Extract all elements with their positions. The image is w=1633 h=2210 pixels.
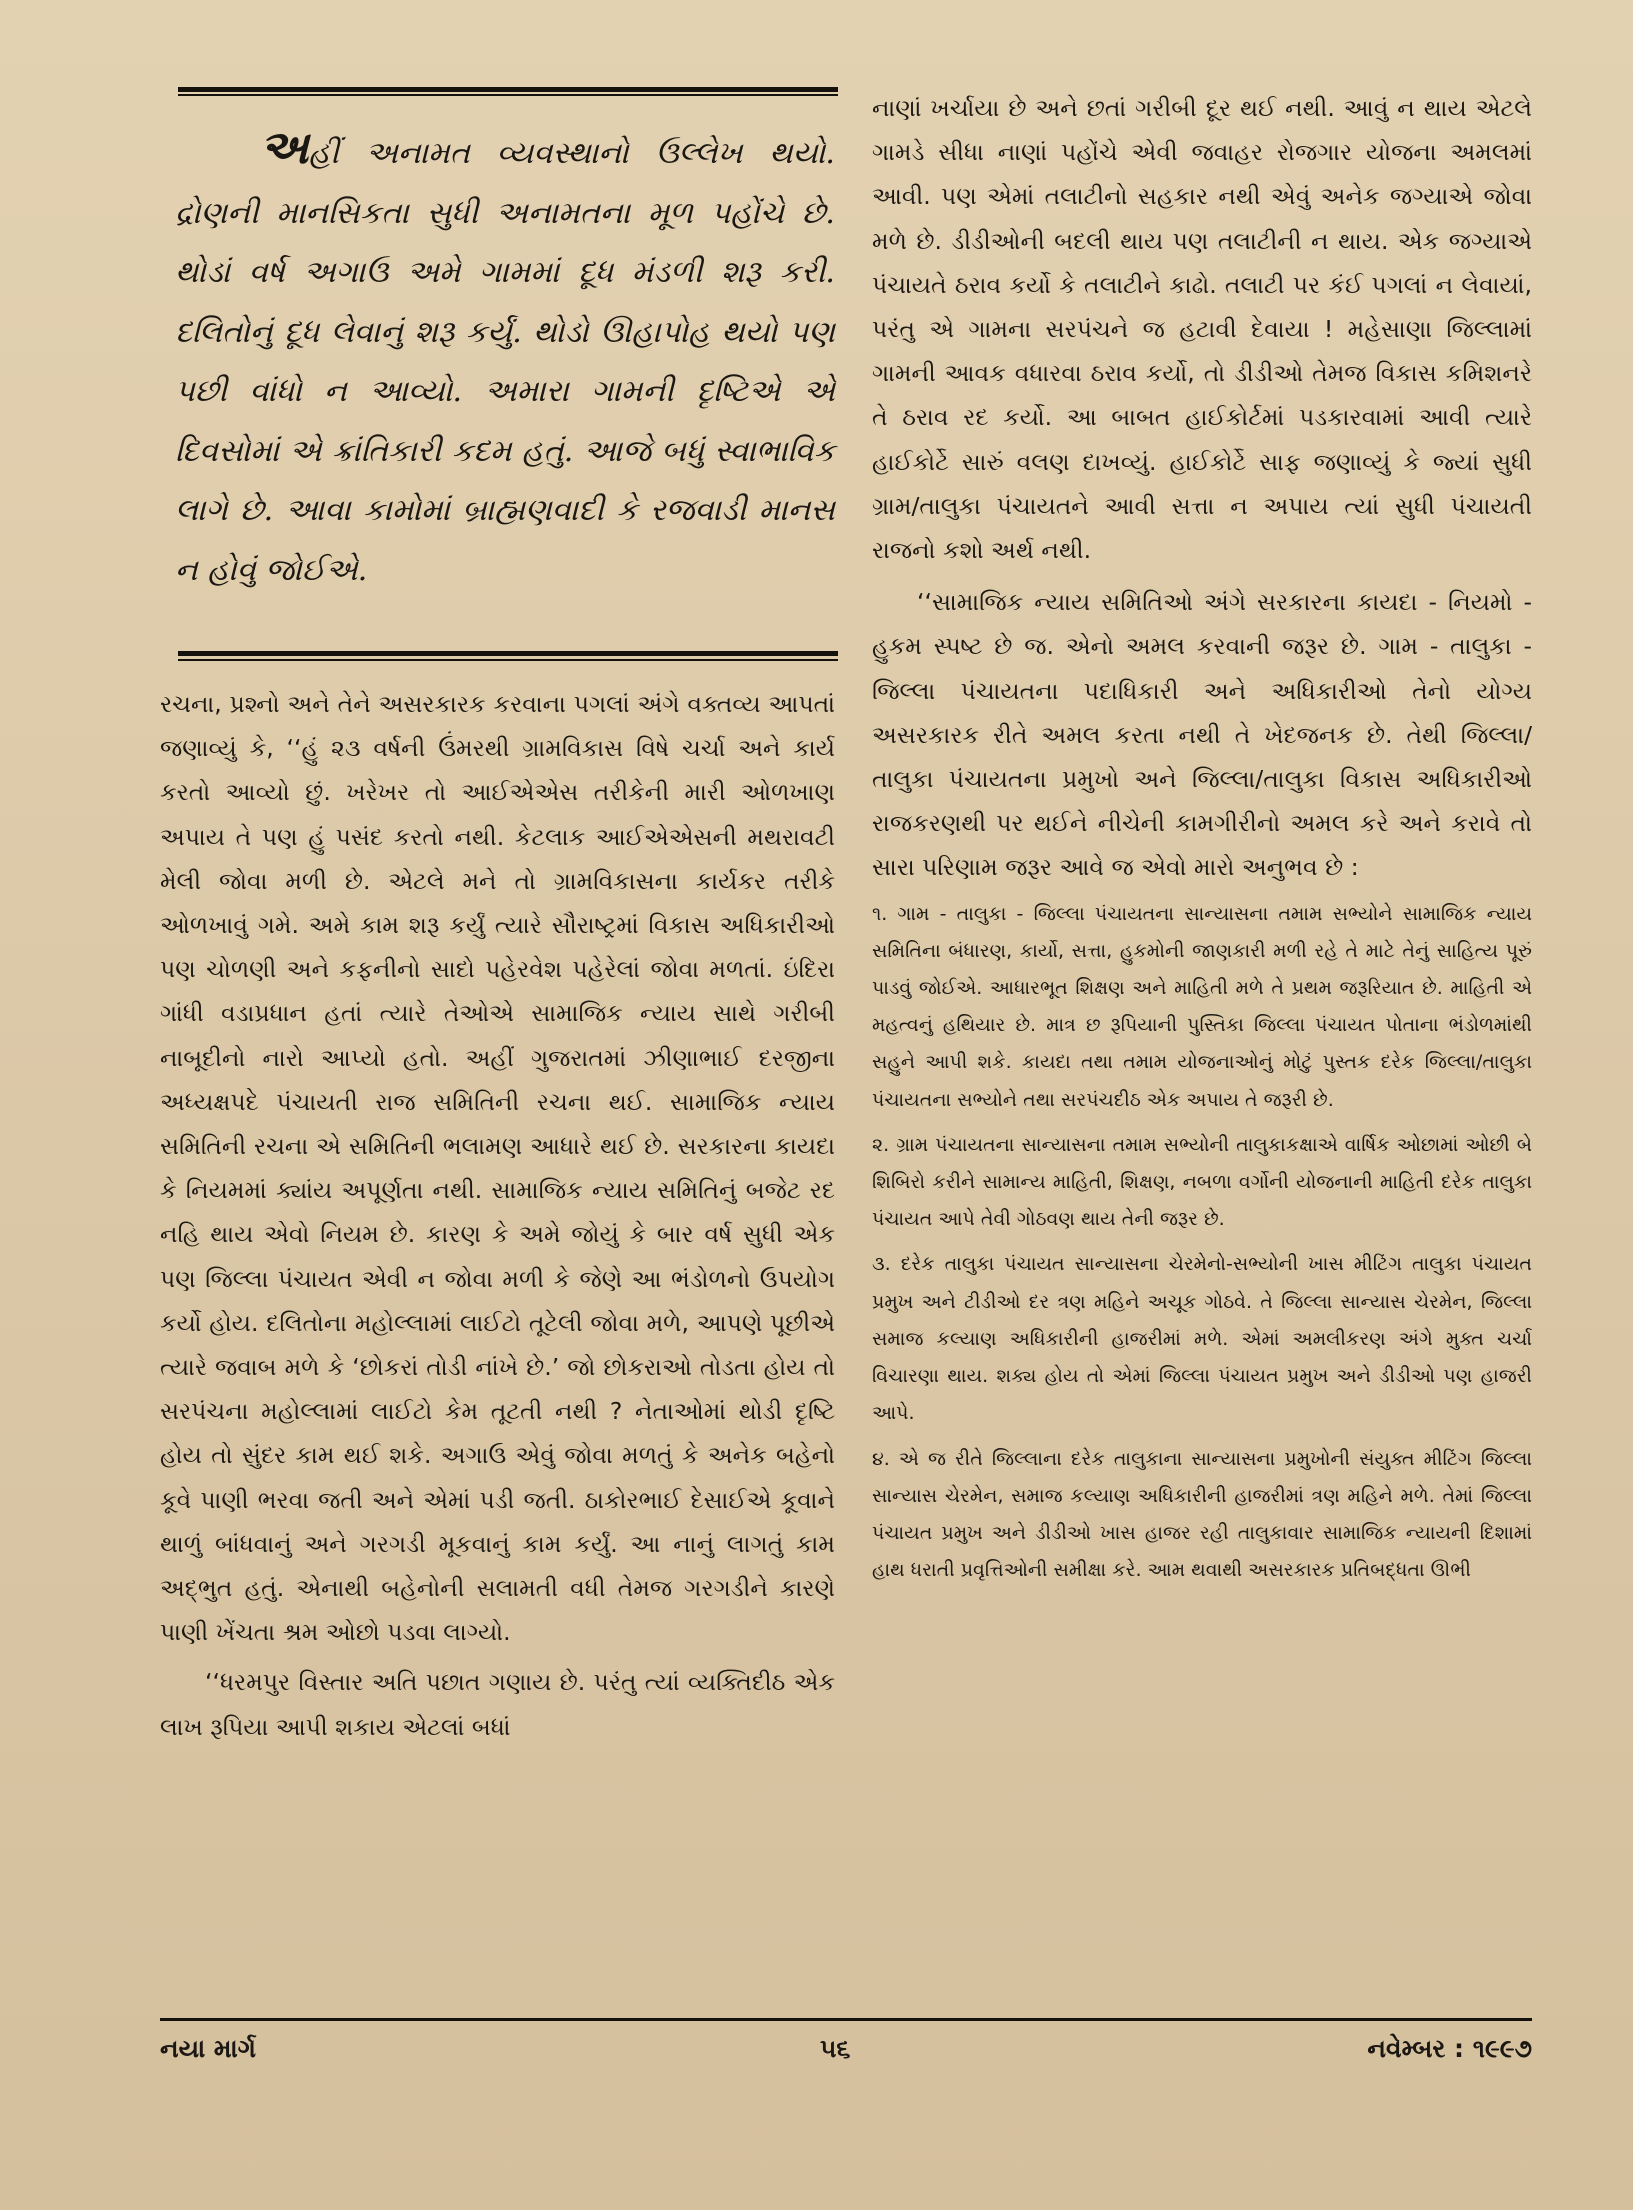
pull-quote — [175, 118, 835, 600]
left-column-paragraph-2: ‘‘ધરમપુર વિસ્તાર અતિ પછાત ગણાય છે. પરંતુ ત્યાં વ્યક્તિદીઠ એક લાખ રૂપિયા આપી શકાય એટલાં બધાં — [160, 1668, 835, 1741]
pull-quote-bottom-rule-thin — [178, 659, 838, 661]
list-item: ૩. દરેક તાલુકા પંચાયત સાન્યાસના ચેરમેનો-સભ્યોની ખાસ મીટિંગ તાલુકા પંચાયત પ્રમુખ અને ટીડીઓ દર ત્રણ મહિને અચૂક ગોઠવે. તે જિલ્લા સાન્યાસ ચેરમેન, જિલ્લા સમાજ કલ્યાણ અધિકારીની હાજરીમાં મળે. એમાં અમલીકરણ અંગે મુક્ત ચર્ચા વિચારણા થાય. શક્ય હોય તો એમાં જિલ્લા પંચાયત પ્રમુખ અને ડીડીઓ પણ હાજરી આપે. — [872, 1253, 1532, 1425]
right-column — [872, 86, 1532, 1589]
left-column-paragraph: રચના, પ્રશ્નો અને તેને અસરકારક કરવાના પગલાં અંગે વક્તવ્ય આપતાં જણાવ્યું કે, ‘‘હું ૨૩ વર્ષની ઉંમરથી ગ્રામવિકાસ વિષે ચર્ચા અને કાર્ય કરતો આવ્યો છું. ખરેખર તો આઈએએસ તરીકેની મારી ઓળખાણ અપાય તે પણ હું પસંદ કરતો નથી. કેટલાક આઈએએસની મથરાવટી મેલી જોવા મળી છે. એટલે મને તો ગ્રામવિકાસના કાર્યકર તરીકે ઓળખાવું ગમે. અમે કામ શરૂ કર્યું ત્યારે સૌરાષ્ટ્રમાં વિકાસ અધિકારીઓ પણ ચોળણી અને કફનીનો સાદો પહેરવેશ પહેરેલાં જોવા મળતાં. ઇંદિરા ગાંધી વડાપ્રધાન હતાં ત્યારે તેઓએ સામાજિક ન્યાય સાથે ગરીબી નાબૂદીનો નારો આપ્યો હતો. અહીં ગુજરાતમાં ઝીણાભાઈ દરજીના અધ્યક્ષપદે પંચાયતી રાજ સમિતિની રચના થઈ. સામાજિક ન્યાય સમિતિની રચના એ સમિતિની ભલામણ આધારે થઈ છે. સરકારના કાયદા કે નિયમમાં ક્યાંય અપૂર્ણતા નથી. સામાજિક ન્યાય સમિતિનું બજેટ રદ નહિ થાય એવો નિયમ છે. કારણ કે અમે જોયું કે બાર વર્ષ સુધી એક પણ જિલ્લા પંચાયત એવી ન જોવા મળી કે જેણે આ ભંડોળનો ઉપયોગ કર્યો હોય. દલિતોના મહોલ્લામાં લાઈટો તૂટેલી જોવા મળે, આપણે પૂછીએ ત્યારે જવાબ મળે કે ‘છોકરાં તોડી નાંખે છે.’ જો છોકરાઓ તોડતા હોય તો સરપંચના મહોલ્લામાં લાઈટો કેમ તૂટતી નથી ? નેતાઓમાં થોડી દૃષ્ટિ હોય તો સુંદર કામ થઈ શકે. અગાઉ એવું જોવા મળતું કે અનેક બહેનો કૂવે પાણી ભરવા જતી અને એમાં પડી જતી. ઠાકોરભાઈ દેસાઈએ કૂવાને થાળું બાંધવાનું અને ગરગડી મૂકવાનું કામ કર્યું. આ નાનું લાગતું કામ અદ્ભુત હતું. એનાથી બહેનોની સલામતી વધી તેમજ ગરગડીને કારણે પાણી ખેંચતા શ્રમ ઓછો પડવા લાગ્યો. — [160, 690, 835, 1647]
footer-date: નવેમ્બર : ૧૯૯૭ — [1367, 2034, 1532, 2063]
footer-page-number: ૫૬ — [820, 2034, 851, 2063]
recommendation-list — [872, 896, 1532, 1590]
footer-magazine-name: નયા માર્ગ — [160, 2034, 256, 2063]
right-column-paragraph: નાણાં ખર્ચાયા છે અને છતાં ગરીબી દૂર થઈ નથી. આવું ન થાય એટલે ગામડે સીધા નાણાં પહોંચે એવી જવાહર રોજગાર યોજના અમલમાં આવી. પણ એમાં તલાટીનો સહકાર નથી એવું અનેક જગ્યાએ જોવા મળે છે. ડીડીઓની બદલી થાય પણ તલાટીની ન થાય. એક જગ્યાએ પંચાયતે ઠરાવ કર્યો કે તલાટીને કાઢો. તલાટી પર કંઈ પગલાં ન લેવાયાં, પરંતુ એ ગામના સરપંચને જ હટાવી દેવાયા ! મહેસાણા જિલ્લામાં ગામની આવક વધારવા ઠરાવ કર્યો, તો ડીડીઓ તેમજ વિકાસ કમિશનરે તે ઠરાવ રદ કર્યો. આ બાબત હાઈકોર્ટમાં પડકારવામાં આવી ત્યારે હાઈકોર્ટે સારું વલણ દાખવ્યું. હાઈકોર્ટે સાફ જણાવ્યું કે જ્યાં સુધી ગ્રામ/તાલુકા પંચાયતને આવી સત્તા ન અપાય ત્યાં સુધી પંચાયતી રાજનો કશો અર્થ નથી. — [872, 94, 1532, 565]
pull-quote-top-rule — [178, 87, 838, 92]
list-item: ૨. ગ્રામ પંચાયતના સાન્યાસના તમામ સભ્યોની તાલુકાકક્ષાએ વાર્ષિક ઓછામાં ઓછી બે શિબિરો કરીને સામાન્ય માહિતી, શિક્ષણ, નબળા વર્ગોની યોજનાની માહિતી દરેક તાલુકા પંચાયત આપે તેવી ગોઠવણ થાય તેની જરૂર છે. — [872, 1133, 1532, 1231]
left-column — [160, 682, 835, 1749]
pull-quote-dropcap: અ — [260, 120, 309, 174]
pull-quote-text: હીં અનામત વ્યવસ્થાનો ઉલ્લેખ થયો. દ્રોણની માનસિકતા સુધી અનામતના મૂળ પહોંચે છે. થોડાં વર્ષ અગાઉ અમે ગામમાં દૂધ મંડળી શરૂ કરી. દલિતોનું દૂધ લેવાનું શરૂ કર્યું. થોડો ઊહાપોહ થયો પણ પછી વાંધો ન આવ્યો. અમારા ગામની દૃષ્ટિએ એ દિવસોમાં એ ક્રાંતિકારી કદમ હતું. આજે બધું સ્વાભાવિક લાગે છે. આવા કામોમાં બ્રાહ્મણવાદી કે રજવાડી માનસ ન હોવું જોઈએ. — [175, 136, 835, 588]
list-item: ૧. ગામ - તાલુકા - જિલ્લા પંચાયતના સાન્યાસના તમામ સભ્યોને સામાજિક ન્યાય સમિતિના બંધારણ, કાર્યો, સત્તા, હુકમોની જાણકારી મળી રહે તે માટે તેનું સાહિત્ય પૂરું પાડવું જોઈએ. આધારભૂત શિક્ષણ અને માહિતી મળે તે પ્રથમ જરૂરિયાત છે. માહિતી એ મહત્વનું હથિયાર છે. માત્ર છ રૂપિયાની પુસ્તિકા જિલ્લા પંચાયત પોતાના ભંડોળમાંથી સહુને આપી શકે. કાયદા તથા તમામ યોજનાઓનું મોટું પુસ્તક દરેક જિલ્લા/તાલુકા પંચાયતના સભ્યોને તથા સરપંચદીઠ એક અપાય તે જરૂરી છે. — [872, 902, 1532, 1111]
pull-quote-bottom-rule — [178, 651, 838, 656]
right-column-paragraph-2: ‘‘સામાજિક ન્યાય સમિતિઓ અંગે સરકારના કાયદા - નિયમો - હુકમ સ્પષ્ટ છે જ. એનો અમલ કરવાની જરૂર છે. ગામ - તાલુકા - જિલ્લા પંચાયતના પદાધિકારી અને અધિકારીઓ તેનો યોગ્ય અસરકારક રીતે અમલ કરતા નથી તે ખેદજનક છે. તેથી જિલ્લા/તાલુકા પંચાયતના પ્રમુખો અને જિલ્લા/તાલુકા વિકાસ અધિકારીઓ રાજકરણથી પર થઈને નીચેની કામગીરીનો અમલ કરે અને કરાવે તો સારા પરિણામ જરૂર આવે જ એવો મારો અનુભવ છે : — [872, 588, 1532, 882]
pull-quote-top-rule-thin — [178, 94, 838, 96]
list-item: ૪. એ જ રીતે જિલ્લાના દરેક તાલુકાના સાન્યાસના પ્રમુખોની સંયુક્ત મીટિંગ જિલ્લા સાન્યાસ ચેરમેન, સમાજ કલ્યાણ અધિકારીની હાજરીમાં ત્રણ મહિને મળે. તેમાં જિલ્લા પંચાયત પ્રમુખ અને ડીડીઓ ખાસ હાજર રહી તાલુકાવાર સામાજિક ન્યાયની દિશામાં હાથ ધરાતી પ્રવૃત્તિઓની સમીક્ષા કરે. આમ થવાથી અસરકારક પ્રતિબદ્ધતા ઊભી — [872, 1447, 1532, 1582]
footer-rule — [160, 2018, 1532, 2021]
